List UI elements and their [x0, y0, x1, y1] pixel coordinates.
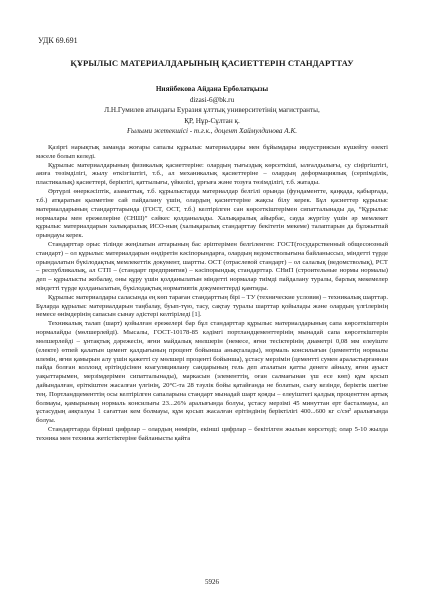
page-number: 5926 [205, 578, 219, 586]
author-name: Нияйбекова Айдана Ерболатқызы [155, 85, 269, 93]
author-affiliation: Л.Н.Гумилев атындағы Еуразия ұлттық университетінің магистранты, [104, 106, 320, 115]
article-title: ҚҰРЫЛЫС МАТЕРИАЛДАРЫНЫҢ ҚАСИЕТТЕРІН СТАНДАРТТАУ [70, 58, 354, 68]
paragraph: Стандарттарда бірінші цифрлар – олардың нөмірін, екінші цифрлар – бекітілген жылын көрсетеді; олар 5-10 жылда техника мен техника жетістіктеріне байланысты қайта [36, 426, 388, 442]
author-block [0, 84, 424, 137]
supervisor: Ғылыми жетекшісі - т.ғ.к., доцент Хаймулдинова А.К. [126, 127, 298, 136]
paragraph: Техникалық талап (шарт) қойылған ережелері бар бұл стандарттар құрылыс материалдарының сапа көрсеткіштерін нормалайды (мөлшерлейді). Мысалы, ГОСТ-10178-85 кәдімгі портландцементтерінің мынадай сапа көрсеткіштерін мөлшерлейді – ұнтақтық дәрежесін, яғни майдалық мөлшерін (немесе, яғни тесіктерінің диаметрі 0,08 мм елеуіште (електе) өтпей қалатын цемент қалдығының процент бойынша анықталады), нормаль консилығын (цементтің нормалы илемін, яғни қамырын алу үшін қажетті су мөлшері проценті бойынша), ұстасу мерзімін (цементті сумен араластырғаннан пайда болған коллоид ерітіндісінен коагуляциялану сандарының гель деп аталатын қатты денеге айналу, яғни ауыст уақыттарымен, мерзімдерімен сипатталынады), маркасын (элементтің, оған салмағынан үш есе көп) құм қосып дайындалған, еріткіштен жасалған үлгінің, 20°С-та 28 тәулік бойы қатайғанда не болатын, сығу кезінде, беріктік шегіне тең. Портландцементтің осы келтірілген сапаларына стандарт мынадай шарт қояды – елеуіштегі қалдық проценттен артық болмауы, қамырының нормаль консилығы 23...26% аралығында болуы, ұстасу мерзімі 45 минуттан ерт басталмауы, ал ұстасудың аяқталуы 1 сағаттан кем болмауы, құм қосып жасалған ерітіндінің беріктілігі 400...600 кг с/см² аралығында болуы. [36, 320, 388, 425]
author-location: ҚР, Нұр-Сұлтан қ. [184, 116, 240, 125]
author-email: dizasi-6@bk.ru [189, 95, 235, 104]
udk-code: УДК 69.691 [38, 36, 78, 45]
paragraph: Әртүрлі өнеркәсіптік, азаматтық, т.б. құрылыстарда материалдар белгілі орында (фундаментте, қаңқада, қабырғада, т.б.) атқаратын қызметіне сай пайдалану үшін, олардың қасиеттеріне жақсы білу керек. Бұл қасиеттер құрылыс материалдарының стандарттарында (ГОСТ, ОСТ, т.б.) келтірілген сан көрсеткіштерімен сипатталынады да, “Құрылыс нормалары мен ережелеріне (СНШ)” сәйкес қолданылады. Халықаралық айырбас, сауда жүргізу үшін әр мемлекет құрылыс материалдарын халықаралық ИСО-ның (халықаралық стандарттау бекітетін мекеме) талаптарын да бұлжытпай орындауы керек. [36, 188, 388, 240]
paragraph: Құрылыс материалдарының физикалық қасиеттеріне: олардың тығыздық көрсеткіші, ылғалдылығы, су сіңіргіштігі, аязға төзімділігі, жылу өткізгіштігі, т.б., ал механикалық қасиеттеріне – олардың деформациялық (серпімділік, пластикалық) қасиеттері, беріктігі, қаттылығы, үйкелісі, ұрғыға және тозуға төзімділігі, т.б. жатады. [36, 161, 388, 187]
article-body [36, 144, 388, 444]
paragraph: Стандарттар орыс тілінде жеңілатын аттарының бас әріптерімен белгіленген: ГОСТ(государственный общесоюзный стандарт) – ол құрылыс материалдарын өндіретін кәсіпорындарға, олардың ведомстволығына байланыссыз, міндетті түрде орындалатын бүкілодақтық мемлекеттік документ, шартты. ОСТ (отраслевой стандарт) – ол салалық (ведомстволық), РСТ – республикалық, ал СТП – (стандарт предприятия) – кәсіпорындық стандарттар. СНиП (строительные нормы нормалы) деп – құрылысты жобалау, оны құру үшін қолданылатын міндетті нормалар тиімді пайдалану туралы, барлық мекемелер міндетті түрде қолданылатын, бүкілодақтық нормативтік документтерді қамтиды. [36, 240, 388, 292]
paragraph: Қазіргі нарықтық заманда жоғары сапалы құрылыс материалдары мен бұйымдары индустриясын күшейту өзекті мәселе болып келеді. [36, 144, 388, 160]
paragraph: Құрылыс материалдары саласында ең көп тараған стандарттың бірі – ТУ (технические условия) – техникалық шарттар. Бұларда құрылыс материалдарын таңбалау, буып-түю, тасу, сақтау туралы шарттар қойылады және олардың үлгілерінің немесе өнімдерінің сапасын сынау әдістері келтіріледі [1]. [36, 293, 388, 319]
